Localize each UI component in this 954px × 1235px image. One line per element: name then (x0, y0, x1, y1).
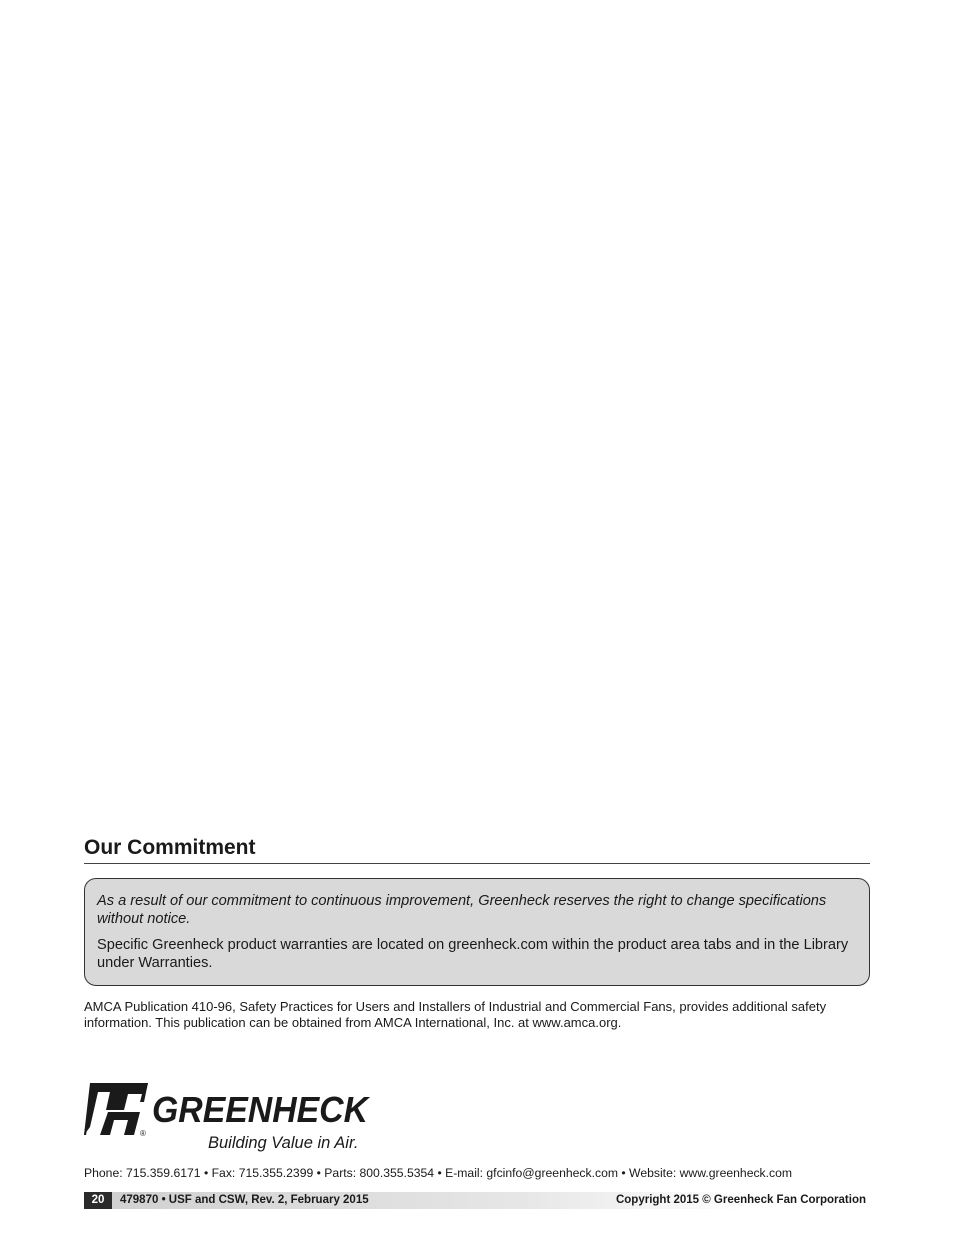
notice-box (84, 878, 870, 986)
section-title: Our Commitment (84, 836, 256, 859)
registered-mark: ® (140, 1129, 146, 1138)
document-reference: 479870 • USF and CSW, Rev. 2, February 2015 (120, 1194, 369, 1206)
greenheck-emblem-icon (84, 1083, 148, 1135)
notice-italic-text: As a result of our commitment to continuous improvement, Greenheck reserves the right to change specifications without notice. (97, 893, 827, 927)
title-divider (84, 863, 870, 864)
footer-bar (84, 1192, 870, 1209)
contact-info: Phone: 715.359.6171 • Fax: 715.355.2399 • Parts: 800.355.5354 • E-mail: gfcinfo@greenheck.com • Website: www.greenheck.com (84, 1166, 793, 1180)
amca-paragraph: AMCA Publication 410-96, Safety Practices for Users and Installers of Industrial and Commercial Fans, provides additional safety information. This publication can be obtained from AMCA International, Inc. at www.amca.org. (84, 999, 827, 1030)
copyright-notice: Copyright 2015 © Greenheck Fan Corporation (615, 1194, 866, 1206)
brand-wordmark: GREENHECK (152, 1089, 371, 1130)
warranty-text: Specific Greenheck product warranties are located on greenheck.com within the product area tabs and in the Library under Warranties. (97, 937, 849, 971)
brand-tagline: Building Value in Air. (208, 1134, 359, 1152)
greenheck-logo (84, 1082, 374, 1154)
page-number: 20 (84, 1192, 112, 1209)
